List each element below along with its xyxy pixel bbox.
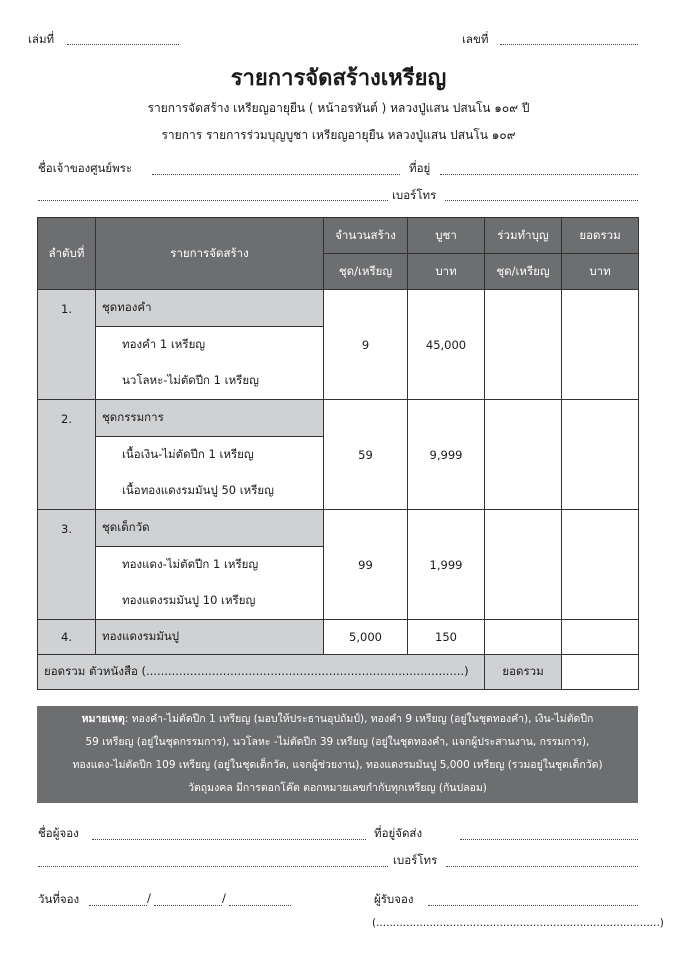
ship-address-field[interactable]: [460, 839, 638, 840]
row-1-price: 45,000: [408, 290, 485, 400]
booking-date-day[interactable]: [89, 905, 147, 906]
document-number-label: เลขที่: [462, 32, 489, 46]
phone-field[interactable]: [445, 200, 638, 201]
document-number-field[interactable]: [500, 44, 638, 45]
address-field-line2[interactable]: [38, 200, 388, 201]
grand-total-label: ยอดรวม: [485, 655, 562, 690]
row-4-qty: 5,000: [324, 620, 408, 655]
date-separator-2: /: [222, 891, 226, 905]
remark-line-2: 59 เหรียญ (อยู่ในชุดกรรมการ), นวโลหะ -ไม่ตัดปีก 39 เหรียญ (อยู่ในชุดทองคำ, แจกผู้ประสานงาน, กรรมการ),: [85, 736, 590, 748]
phone-label: เบอร์โทร: [392, 188, 437, 202]
page-title: รายการจัดสร้างเหรียญ: [230, 66, 447, 91]
row-3-total-cell[interactable]: [562, 510, 639, 620]
header-item: รายการจัดสร้าง: [96, 218, 324, 290]
row-3-join-cell[interactable]: [485, 510, 562, 620]
ship-address-label: ที่อยู่จัดส่ง: [374, 826, 423, 840]
ship-address-field-line2[interactable]: [38, 866, 388, 867]
booker-label: ชื่อผู้จอง: [38, 826, 79, 840]
row-3-sub-1: ทองแดง-ไม่ตัดปีก 1 เหรียญ: [96, 547, 324, 584]
subtitle-2: รายการ รายการร่วมบุญบูชา เหรียญอายุยืน หลวงปู่แสน ปสนโน ๑๐๙: [161, 128, 516, 142]
remark-line-1: : ทองคำ-ไม่ตัดปีก 1 เหรียญ (มอบให้ประธานอุปถัมป์), ทองคำ 9 เหรียญ (อยู่ในชุดทองคำ), เงิน-ไม่ตัดปีก: [124, 713, 594, 725]
address-label: ที่อยู่: [409, 161, 431, 175]
header-no: ลำดับที่: [38, 218, 96, 290]
row-2-no: 2.: [38, 400, 96, 510]
header-total-unit: บาท: [562, 254, 639, 290]
row-4-no: 4.: [38, 620, 96, 655]
remark-label: หมายเหตุ: [81, 713, 125, 725]
row-2-name: ชุดกรรมการ: [96, 400, 324, 437]
grand-total-cell[interactable]: [562, 655, 639, 690]
remark-box: [37, 706, 638, 803]
row-1-name: ชุดทองคำ: [96, 290, 324, 327]
row-2-sub-2: เนื้อทองแดงรมมันปู 50 เหรียญ: [96, 473, 324, 510]
remark-line-4: วัตถุมงคล มีการตอกโค๊ต ตอกหมายเลขกำกับทุกเหรียญ (กันปลอม): [188, 782, 487, 794]
booker-field[interactable]: [92, 839, 366, 840]
header-qty: จำนวนสร้าง: [324, 218, 408, 254]
booking-phone-label: เบอร์โทร: [393, 853, 438, 867]
header-price: บูชา: [408, 218, 485, 254]
center-owner-label: ชื่อเจ้าของศูนย์พระ: [38, 161, 133, 175]
address-field[interactable]: [440, 174, 638, 175]
remark-line-3: ทองแดง-ไม่ตัดปีก 109 เหรียญ (อยู่ในชุดเด็กวัด, แจกผู้ช่วยงาน), ทองแดงรมมันปู 5,000 เหรียญ (รวมอยู่ในชุดเด็กวัด): [72, 759, 603, 771]
header-total: ยอดรวม: [562, 218, 639, 254]
receiver-field[interactable]: [428, 905, 638, 906]
booking-phone-field[interactable]: [446, 866, 638, 867]
row-1-sub-2: นวโลหะ-ไม่ตัดปีก 1 เหรียญ: [96, 363, 324, 400]
receiver-signature-field[interactable]: (.....................................................................................): [372, 917, 664, 929]
book-number-label: เล่มที่: [28, 32, 55, 46]
row-4-join-cell[interactable]: [485, 620, 562, 655]
row-1-join-cell[interactable]: [485, 290, 562, 400]
book-number-field[interactable]: [67, 44, 179, 45]
row-3-no: 3.: [38, 510, 96, 620]
row-3-name: ชุดเด็กวัด: [96, 510, 324, 547]
booking-date-month[interactable]: [154, 905, 222, 906]
row-4-price: 150: [408, 620, 485, 655]
date-separator-1: /: [147, 891, 151, 905]
row-1-total-cell[interactable]: [562, 290, 639, 400]
total-in-words[interactable]: ยอดรวม ตัวหนังสือ (.......................................................................................): [38, 655, 485, 690]
header-join-unit: ชุด/เหรียญ: [485, 254, 562, 290]
row-2-price: 9,999: [408, 400, 485, 510]
booking-date-year[interactable]: [229, 905, 291, 906]
row-1-qty: 9: [324, 290, 408, 400]
header-qty-unit: ชุด/เหรียญ: [324, 254, 408, 290]
row-3-qty: 99: [324, 510, 408, 620]
row-3-price: 1,999: [408, 510, 485, 620]
row-4-total-cell[interactable]: [562, 620, 639, 655]
receiver-label: ผู้รับจอง: [374, 892, 414, 906]
row-4-name: ทองแดงรมมันปู: [96, 620, 324, 655]
center-owner-field[interactable]: [152, 174, 400, 175]
row-2-sub-1: เนื้อเงิน-ไม่ตัดปีก 1 เหรียญ: [96, 437, 324, 474]
header-join: ร่วมทำบุญ: [485, 218, 562, 254]
booking-date-label: วันที่จอง: [38, 892, 80, 906]
header-price-unit: บาท: [408, 254, 485, 290]
row-2-join-cell[interactable]: [485, 400, 562, 510]
order-table: [37, 217, 639, 690]
row-1-sub-1: ทองคำ 1 เหรียญ: [96, 327, 324, 364]
row-1-no: 1.: [38, 290, 96, 400]
row-3-sub-2: ทองแดงรมมันปู 10 เหรียญ: [96, 583, 324, 620]
row-2-total-cell[interactable]: [562, 400, 639, 510]
subtitle-1: รายการจัดสร้าง เหรียญอายุยืน ( หน้าอรหันต์ ) หลวงปู่แสน ปสนโน ๑๐๙ ปี: [147, 101, 530, 115]
row-2-qty: 59: [324, 400, 408, 510]
